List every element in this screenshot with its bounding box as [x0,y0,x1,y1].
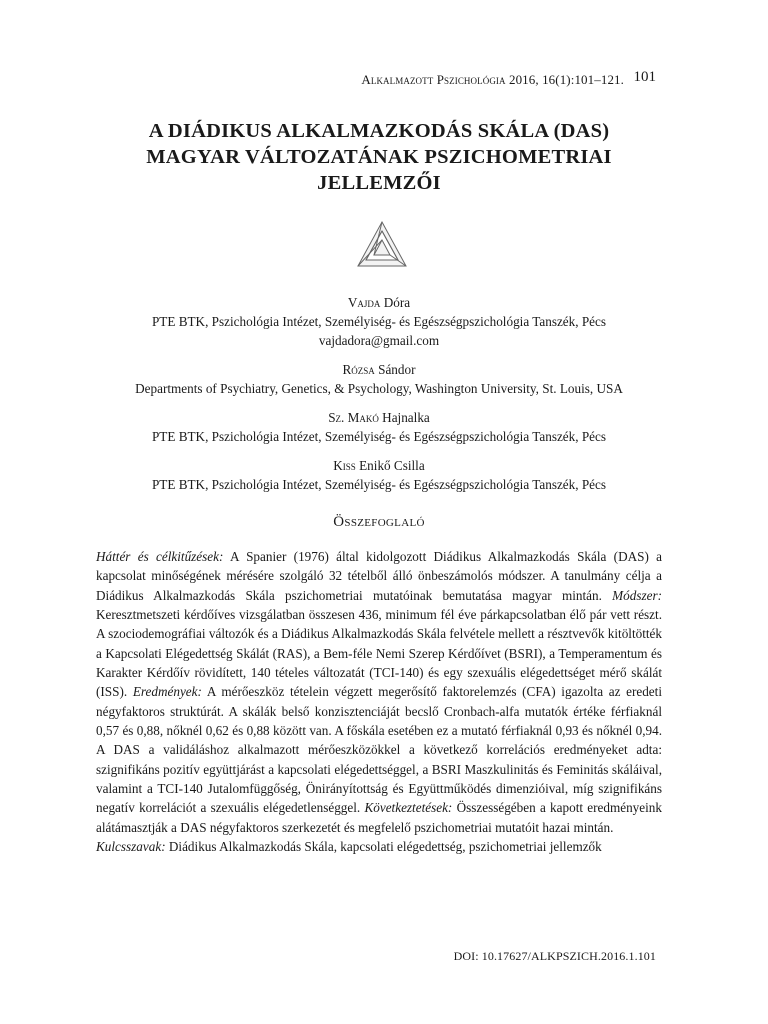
keywords-paragraph [96,837,662,856]
results-text: A mérőeszköz tételein végzett megerősítő faktorelemzés (CFA) igazolta az eredeti négyfaktoros struktúrát. A skálák belső konzisztenciáját becslő Cronbach-alfa mutatók értéke férfiaknál 0,57 és 0,88, nőknél 0,62 és 0,88 között van. A főskála esetében ez a mutató férfiaknál 0,93 és nőknél 0,94. A DAS a validáláshoz alkalmazott mérőeszközökkel a következő korrelációs eredményeket adta: szignifikáns pozitív együttjárást a kapcsolati elégedettséggel, a BSRI Maszkulinitás és Feminitás skáláival, valamint a TCI-140 Jutalomfüggőség, Önirányítottság és Együttműködés dimenzióival, míg szignifikáns negatív korrelációt a szexuális elégedetlenséggel. [96,684,662,816]
abstract-heading: Összefoglaló [333,514,425,530]
page-number: 101 [633,69,656,85]
running-head [96,69,662,88]
author-affiliation: PTE BTK, Pszichológia Intézet, Személyiség- és Egészségpszichológia Tanszék, Pécs [151,314,607,329]
method-label: Módszer: [612,587,662,603]
background-label: Háttér és célkitűzések: [96,549,224,564]
abstract-paragraph [96,547,662,837]
article-title [96,118,662,196]
author-list [86,293,672,504]
author-name [86,360,672,379]
doi-footer: DOI: 10.17627/ALKPSZICH.2016.1.101 [453,949,656,963]
author-affiliation: PTE BTK, Pszichológia Intézet, Személyiség- és Egészségpszichológia Tanszék, Pécs [151,477,607,492]
author-block [86,456,672,494]
article-page [96,0,662,1024]
method-text: Keresztmetszeti kérdőíves vizsgálatban összesen 436, minimum fél éve párkapcsolatban élő pár vett részt. A szociodemográfiai változók és a Diádikus Alkalmazkodás Skála felvétele mellett a résztvevők kitöltötték a Kapcsolati Elégedettség Skálát (RAS), a Bem-féle Nemi Szerep Kérdőívet (BSRI), a Temperamentum és Karakter Kérdőív rövidített, 140 tételes változatát (TCI-140) és egy szexuális elégedettséget mérő skálát (ISS). [96,607,662,700]
author-affiliation: Departments of Psychiatry, Genetics, & Psychology, Washington University, St. Louis, USA [135,381,623,396]
author-block [86,360,672,398]
author-given-name: Sándor [378,362,416,377]
author-name [86,293,672,312]
impossible-triangle-icon [354,218,410,274]
title-line-2: MAGYAR VÁLTOZATÁNAK PSZICHOMETRIAI [146,146,612,168]
conclusions-text: Összességében a kapott eredményeink alátámasztják a DAS négyfaktoros szerkezetét és megfelelő pszichometriai mutatóit hazai mintán. [96,800,662,835]
author-family-name: Kiss [333,458,356,473]
keywords-label: Kulcsszavak: [96,839,166,855]
author-family-name: Rózsa [342,362,375,377]
abstract-body [96,547,662,857]
author-given-name: Enikő Csilla [359,458,425,473]
author-name [86,408,672,427]
author-block [86,293,672,350]
author-given-name: Dóra [383,295,411,310]
keywords-text: Diádikus Alkalmazkodás Skála, kapcsolati elégedettség, pszichometriai jellemzők [165,839,602,855]
author-email: vajdadora@gmail.com [318,333,440,348]
author-name [86,456,672,475]
author-family-name: Vajda [347,295,381,310]
results-label: Eredmények: [132,684,202,700]
title-line-3: JELLEMZŐI [317,172,441,194]
journal-citation: Alkalmazott Pszichológia 2016, 16(1):101–121. [361,72,624,87]
author-affiliation: PTE BTK, Pszichológia Intézet, Személyiség- és Egészségpszichológia Tanszék, Pécs [151,429,607,444]
title-line-1: A DIÁDIKUS ALKALMAZKODÁS SKÁLA (DAS) [148,120,610,142]
author-given-name: Hajnalka [382,410,430,425]
author-family-name: Sz. Makó [328,410,379,425]
conclusions-label: Következtetések: [364,800,453,816]
author-block [86,408,672,446]
background-text: A Spanier (1976) által kidolgozott Diádikus Alkalmazkodás Skála (DAS) a kapcsolat minőségének mérésére szolgáló 32 tételből álló önbeszámolós módszer. A tanulmány célja a Diádikus Alkalmazkodás Skála pszichometriai mutatóinak bemutatása magyar mintán. [96,549,663,603]
